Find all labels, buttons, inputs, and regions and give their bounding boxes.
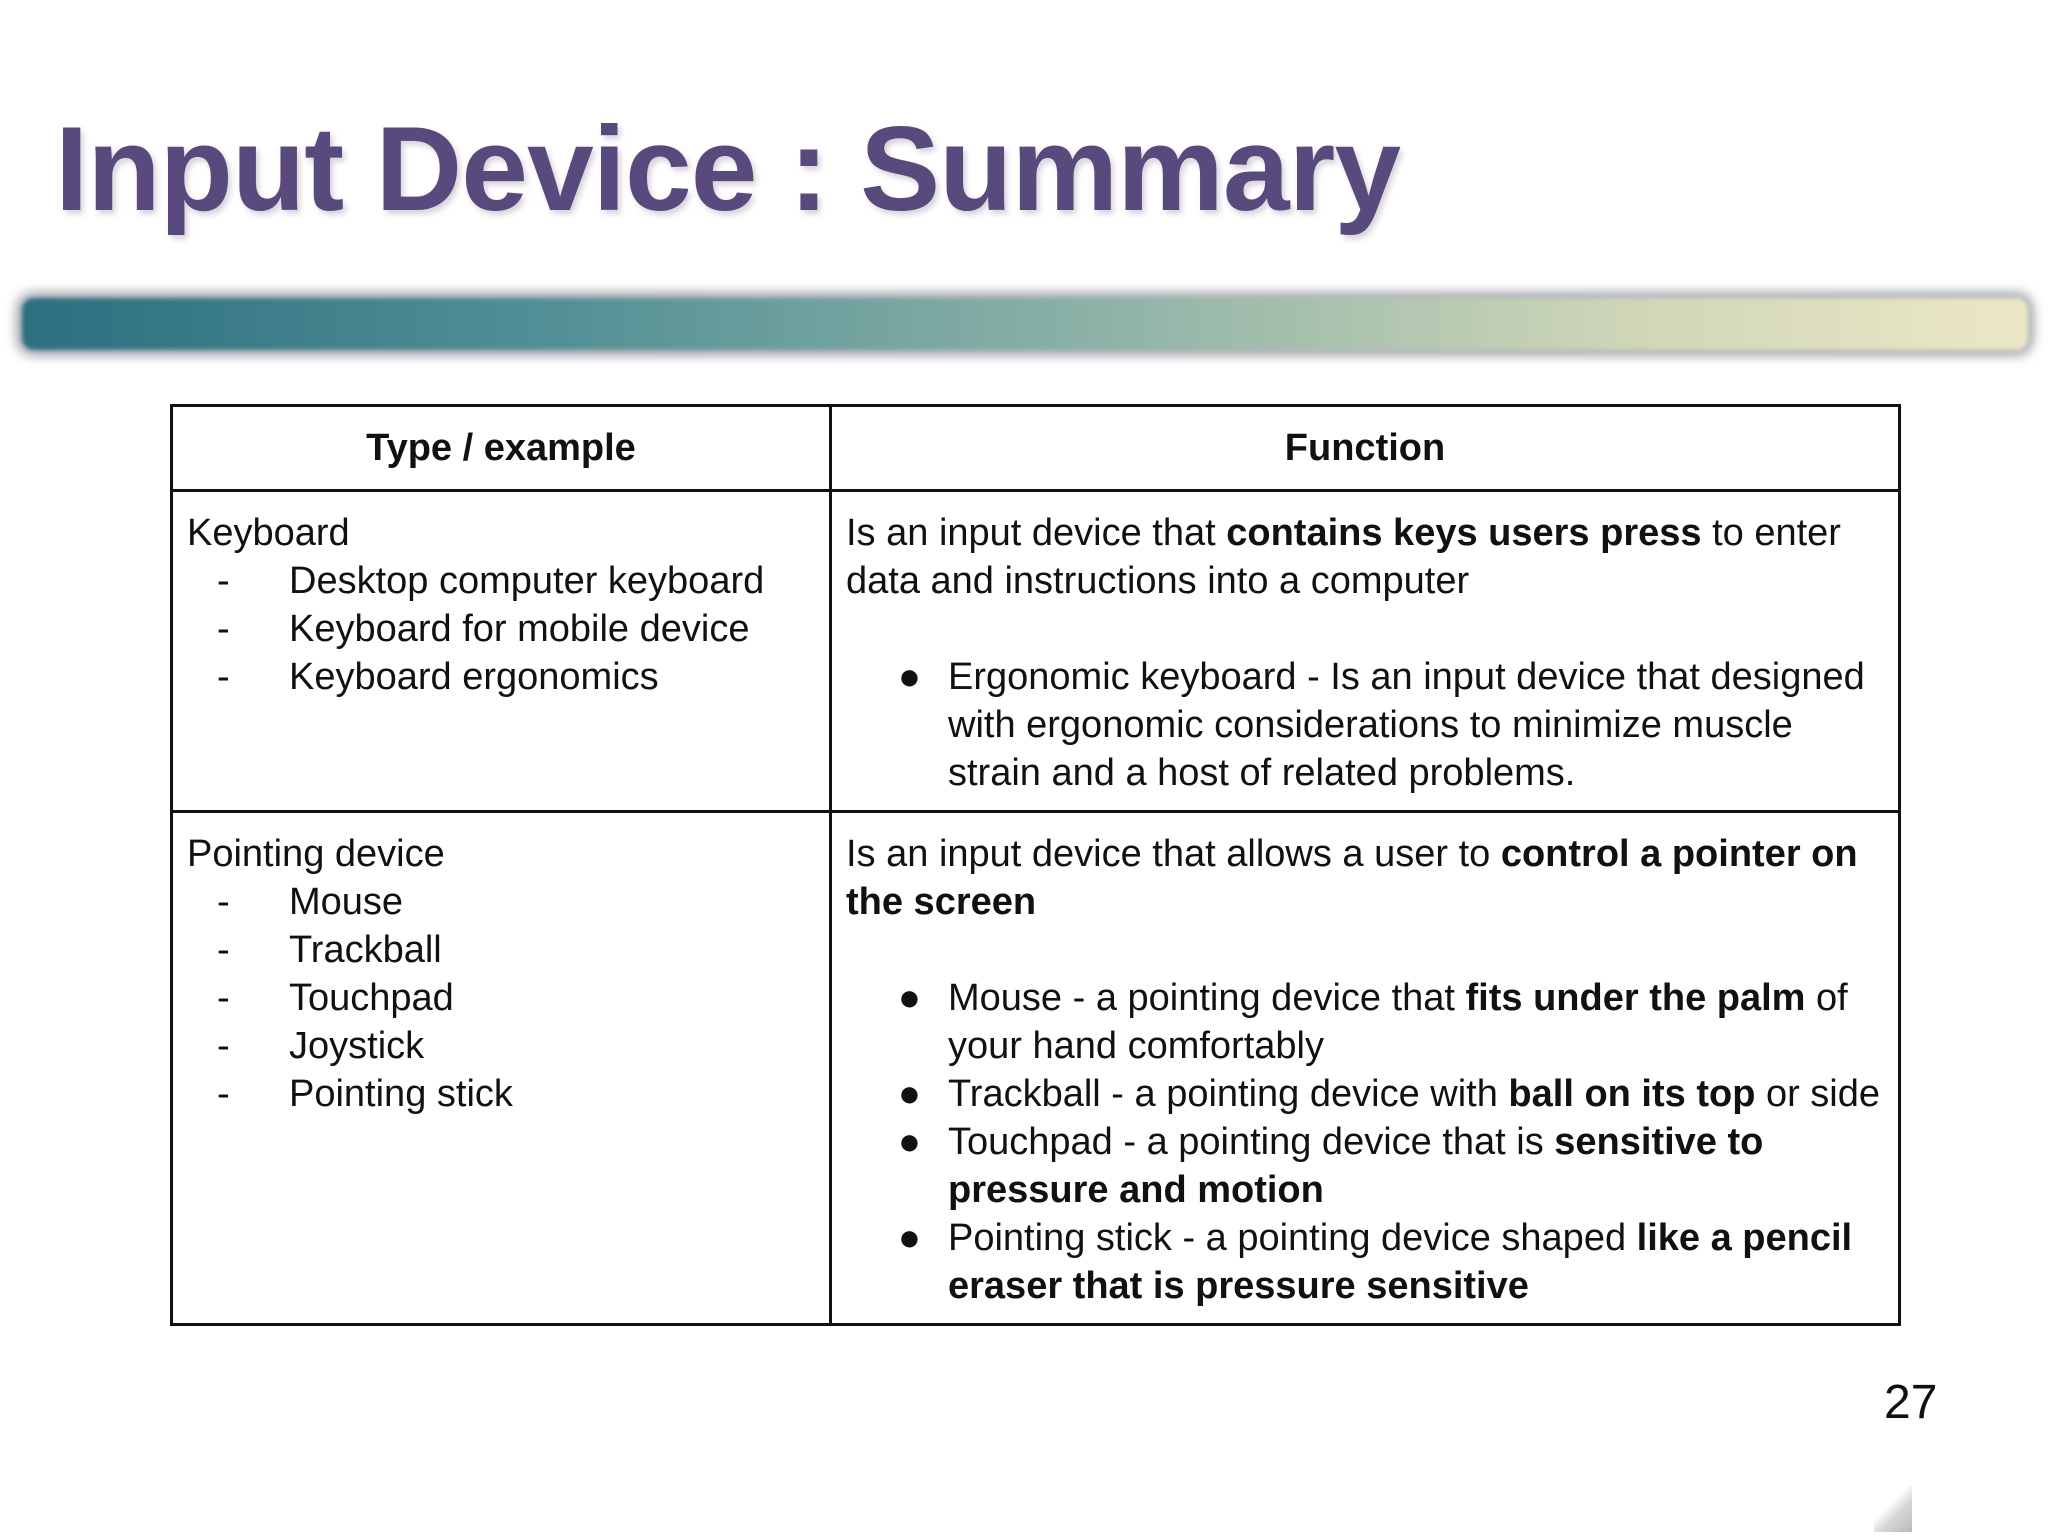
- dash-marker: -: [217, 929, 230, 971]
- detail-text: Ergonomic keyboard - Is an input device that designed with ergonomic considerations to minimize muscle strain and a host of related problems.: [948, 656, 1865, 794]
- dash-marker: -: [217, 1073, 230, 1115]
- example-label: Keyboard ergonomics: [289, 656, 659, 698]
- example-label: Mouse: [289, 881, 404, 923]
- detail-bullet-list: [846, 653, 1884, 797]
- detail-bullet-item: [846, 653, 1884, 797]
- emphasis-text: fits under the palm: [1465, 977, 1806, 1019]
- type-cell: [172, 491, 831, 812]
- bullet-icon: ●: [898, 656, 921, 698]
- example-label: Keyboard for mobile device: [289, 608, 750, 650]
- table-row: [172, 491, 1900, 812]
- slide-title: Input Device : Summary: [55, 102, 1401, 236]
- emphasis-text: ball on its top: [1508, 1073, 1756, 1115]
- example-item: [187, 878, 815, 926]
- function-cell: [831, 812, 1900, 1325]
- table-body: [172, 491, 1900, 1325]
- emphasis-text: contains keys users press: [1226, 512, 1702, 554]
- table-row: [172, 812, 1900, 1325]
- dash-marker: -: [217, 881, 230, 923]
- description-text: Is an input device that: [846, 512, 1227, 554]
- detail-bullet-item: [846, 1118, 1884, 1214]
- detail-text: Trackball - a pointing device with: [948, 1073, 1509, 1115]
- example-item: [187, 1070, 815, 1118]
- detail-bullet-item: [846, 974, 1884, 1070]
- example-item: [187, 926, 815, 974]
- example-label: Pointing stick: [289, 1073, 513, 1115]
- table-header-row: [172, 406, 1900, 491]
- example-item: [187, 557, 815, 605]
- example-item: [187, 605, 815, 653]
- example-item: [187, 974, 815, 1022]
- decorative-divider-bar: [22, 298, 2028, 350]
- detail-bullet-item: [846, 1214, 1884, 1310]
- bullet-icon: ●: [898, 1217, 921, 1259]
- example-label: Joystick: [289, 1025, 425, 1067]
- detail-text: Mouse - a pointing device that: [948, 977, 1466, 1019]
- emphasis-text: sensitive to pressure and motion: [948, 1121, 1764, 1211]
- emphasis-text: control a pointer on the screen: [846, 833, 1858, 923]
- column-header-function: Function: [831, 406, 1900, 491]
- example-item: [187, 1022, 815, 1070]
- detail-text: Touchpad - a pointing device that is: [948, 1121, 1555, 1163]
- example-item: [187, 653, 815, 701]
- type-cell: [172, 812, 831, 1325]
- summary-table: [170, 404, 1901, 1326]
- bullet-icon: ●: [898, 1073, 921, 1115]
- detail-text: Pointing stick - a pointing device shaped: [948, 1217, 1637, 1259]
- dash-marker: -: [217, 608, 230, 650]
- function-description: [846, 830, 1884, 926]
- page-corner-decoration: [1874, 1486, 1912, 1532]
- emphasis-text: like a pencil eraser that is pressure sensitive: [948, 1217, 1853, 1307]
- detail-bullet-list: [846, 974, 1884, 1310]
- description-text: Is an input device that allows a user to: [846, 833, 1501, 875]
- detail-bullet-item: [846, 1070, 1884, 1118]
- bullet-icon: ●: [898, 977, 921, 1019]
- dash-marker: -: [217, 560, 230, 602]
- example-label: Touchpad: [289, 977, 454, 1019]
- example-list: [187, 557, 815, 701]
- description-text: to enter data and instructions into a computer: [846, 512, 1841, 602]
- dash-marker: -: [217, 656, 230, 698]
- detail-text: or side: [1755, 1073, 1881, 1115]
- page-number: 27: [1884, 1376, 1938, 1429]
- example-list: [187, 878, 815, 1118]
- bullet-icon: ●: [898, 1121, 921, 1163]
- column-header-type: Type / example: [172, 406, 831, 491]
- dash-marker: -: [217, 977, 230, 1019]
- example-label: Trackball: [289, 929, 442, 971]
- function-description: [846, 509, 1884, 605]
- device-category: Pointing device: [187, 833, 445, 875]
- detail-text: of your hand comfortably: [948, 977, 1848, 1067]
- example-label: Desktop computer keyboard: [289, 560, 765, 602]
- function-cell: [831, 491, 1900, 812]
- dash-marker: -: [217, 1025, 230, 1067]
- device-category: Keyboard: [187, 512, 350, 554]
